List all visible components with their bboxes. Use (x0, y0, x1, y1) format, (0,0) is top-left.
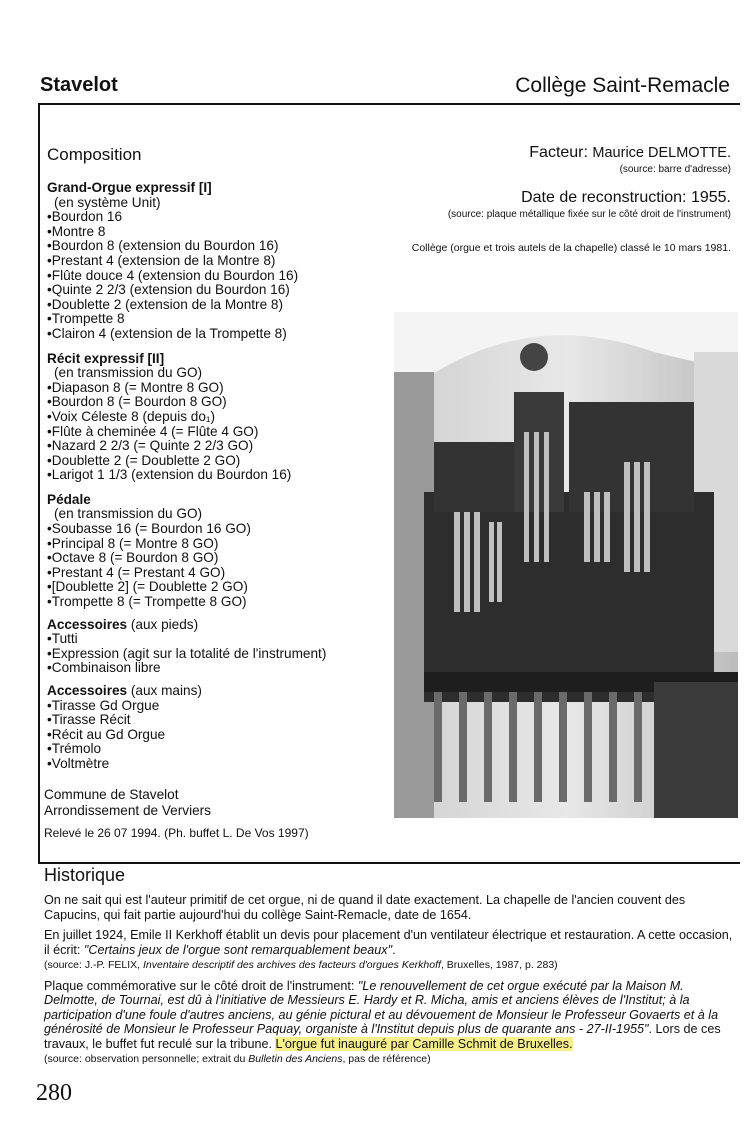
date-line: Date de reconstruction: 1955. (521, 189, 731, 206)
list-item: • Octave 8 (= Bourdon 8 GO) (47, 551, 377, 566)
list-item: • Récit au Gd Orgue (47, 728, 377, 743)
list-item: • Doublette 2 (= Doublette 2 GO) (47, 454, 377, 469)
list-item: • Soubasse 16 (= Bourdon 16 GO) (47, 522, 377, 537)
historique-rule (38, 862, 740, 864)
hist-paragraph-2: En juillet 1924, Emile II Kerkhoff établit un devis pour placement d'un ventilateur électrique et restauration. A cette occasion, il écrit: "Certains jeux de l'orgue sont remarquablement beaux". (source: J.-P. FELIX, Inventaire descriptif des archives des facteurs d'orgues Kerkhoff, Bruxelles, 1987, p. 283) (44, 928, 733, 971)
list-item: • Bourdon 8 (extension du Bourdon 16) (47, 239, 377, 254)
list-item: • [Doublette 2] (= Doublette 2 GO) (47, 580, 377, 595)
go-note: (en système Unit) (54, 194, 161, 210)
highlighted-sentence: L'orgue fut inauguré par Camille Schmit de Bruxelles. (275, 1036, 573, 1051)
stoplist (47, 179, 377, 772)
list-item: • Tutti (47, 632, 377, 647)
list-item: • Prestant 4 (extension de la Montre 8) (47, 254, 377, 269)
facteur-line: Facteur: Maurice DELMOTTE. (529, 144, 731, 161)
hist-paragraph-1: On ne sait qui est l'auteur primitif de cet orgue, ni de quand il date exactement. La chapelle de l'ancien couvent des Capucins, qui fait partie aujourd'hui du collège Saint-Remacle, date de 1654. (44, 893, 686, 922)
commune-block (44, 787, 211, 819)
recit-note: (en transmission du GO) (54, 365, 203, 381)
list-item: • Voltmètre (47, 757, 377, 772)
list-item: • Principal 8 (= Montre 8 GO) (47, 537, 377, 552)
hist-source-2: (source: J.-P. FELIX, Inventaire descriptif des archives des facteurs d'orgues Kerkhoff, Bruxelles, 1987, p. 283) (44, 959, 558, 971)
historique-title: Historique (44, 865, 126, 885)
classement-note: Collège (orgue et trois autels de la chapelle) classé le 10 mars 1981. (411, 242, 731, 254)
acc-pieds-list (47, 632, 377, 676)
acc-pieds-heading: Accessoires (aux pieds) (47, 616, 199, 632)
list-item: • Diapason 8 (= Montre 8 GO) (47, 381, 377, 396)
list-item: • Larigot 1 1/3 (extension du Bourdon 16) (47, 468, 377, 483)
list-item: • Expression (agit sur la totalité de l'instrument) (47, 647, 377, 662)
organ-photo (394, 312, 738, 818)
list-item: • Montre 8 (47, 225, 377, 240)
acc-mains-heading: Accessoires (aux mains) (47, 683, 202, 698)
facteur-source: (source: barre d'adresse) (619, 164, 731, 175)
commune: Commune de Stavelot (44, 787, 179, 802)
hist-source-3: (source: observation personnelle; extrait du Bulletin des Anciens, pas de référence) (44, 1053, 431, 1065)
releve-note: Relevé le 26 07 1994. (Ph. buffet L. De Vos 1997) (44, 826, 309, 840)
place-title: Stavelot (40, 74, 118, 96)
list-item: • Prestant 4 (= Prestant 4 GO) (47, 566, 377, 581)
list-item: • Combinaison libre (47, 661, 377, 676)
pedale-stop-list (47, 522, 377, 610)
list-item: • Doublette 2 (extension de la Montre 8) (47, 298, 377, 313)
list-item: • Trémolo (47, 742, 377, 757)
acc-mains-list (47, 699, 377, 772)
list-item: • Flûte douce 4 (extension du Bourdon 16) (47, 269, 377, 284)
list-item: • Quinte 2 2/3 (extension du Bourdon 16) (47, 283, 377, 298)
institution-title: Collège Saint-Remacle (515, 74, 730, 97)
composition-title: Composition (47, 145, 142, 164)
page-number: 280 (36, 1080, 72, 1106)
go-stop-list (47, 210, 377, 341)
list-item: • Nazard 2 2/3 (= Quinte 2 2/3 GO) (47, 439, 377, 454)
list-item: • Tirasse Récit (47, 713, 377, 728)
list-item: • Voix Céleste 8 (depuis do₁) (47, 410, 377, 425)
hist-paragraph-3: Plaque commémorative sur le côté droit de l'instrument: "Le renouvellement de cet orgue exécuté par la Maison M. Delmotte, de Tournai, est dû à l'initiative de Messieurs E. Hardy et R. Micha, amis et anciens élèves de l'Institut; à la participation d'une foule d'autres anciens, au génie pictural et au dévouement de Monsieur le Professeur Govaerts et à la générosité de Monsieur le Professeur Paquay, organiste à l'Institut depuis plus de quarante ans - 27-II-1955". Lors de ces travaux, le buffet fut reculé sur la tribune. L'orgue fut inauguré par Camille Schmit de Bruxelles. (source: observation personnelle; extrait du Bulletin des Anciens, pas de référence) (44, 978, 721, 1065)
pedale-note: (en transmission du GO) (54, 506, 203, 522)
arrondissement: Arrondissement de Verviers (44, 803, 211, 818)
pedale-heading: Pédale (47, 491, 91, 507)
list-item: • Trompette 8 (= Trompette 8 GO) (47, 595, 377, 610)
recit-stop-list (47, 381, 377, 483)
go-heading: Grand-Orgue expressif [I] (47, 180, 212, 195)
list-item: • Trompette 8 (47, 312, 377, 327)
list-item: • Clairon 4 (extension de la Trompette 8) (47, 327, 377, 342)
date-source: (source: plaque métallique fixée sur le côté droit de l'instrument) (447, 209, 731, 220)
list-item: • Flûte à cheminée 4 (= Flûte 4 GO) (47, 425, 377, 440)
list-item: • Tirasse Gd Orgue (47, 699, 377, 714)
historique-text (44, 893, 740, 1073)
builder-info (371, 144, 731, 254)
list-item: • Bourdon 16 (47, 210, 377, 225)
recit-heading: Récit expressif [II] (47, 350, 165, 366)
list-item: • Bourdon 8 (= Bourdon 8 GO) (47, 395, 377, 410)
